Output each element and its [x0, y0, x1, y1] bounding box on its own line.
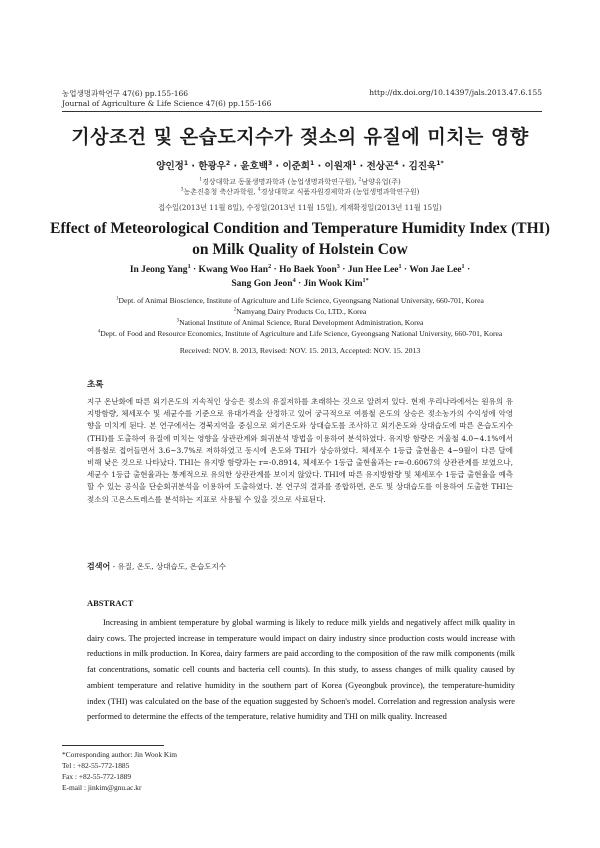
affiliation-en-3: $^3$National Institute of Animal Science, Rural Development Administration, Korea [176, 318, 424, 327]
authors-en-line1: In Jeong Yang$^1$ · Kwang Woo Han$^2$ · Ho Baek Yoon$^3$ · Jun Hee Lee$^1$ · Won Jae Lee$^1$ · [129, 263, 471, 275]
footnote-fax: Fax : +82-55-772-1889 [62, 772, 132, 781]
journal-citation-en: Journal of Agriculture & Life Science 47(6) pp.155-166 [62, 99, 272, 108]
dates-ko: 접수일(2013년 11월 8일), 수정일(2013년 11월 15일), 게재확정일(2013년 11월 15일) [158, 203, 442, 212]
affiliations-ko-line1: $^1$경상대학교 동물생명과학과 (농업생명과학연구원), $^2$남양유업(주) [199, 177, 401, 186]
abstract-en-heading: ABSTRACT [87, 598, 134, 608]
footnote-corresponding: *Corresponding author: Jin Wook Kim [62, 750, 178, 759]
paper-title-en [40, 218, 560, 260]
footnote-rule [62, 745, 164, 746]
keywords-label: 검색어 [87, 562, 111, 571]
authors-en [40, 263, 560, 291]
running-header [62, 88, 542, 99]
authors-en-line2: Sang Gon Jeon$^4$ · Jin Wook Kim$^{1*}$ [231, 277, 369, 289]
authors-ko: 양인정$^1$ · 한광우$^2$ · 윤호백$^3$ · 이준희$^1$ · 이원재$^1$ · 전상곤$^4$ · 김진욱$^{1*}$ [156, 159, 444, 172]
journal-citation-ko: 농업생명과학연구 47(6) pp.155-166 [62, 89, 189, 98]
affiliation-en-4: $^4$Dept. of Food and Resource Economics, Institute of Agriculture and Life Science, Gyeongsang National University, 660-701, Korea [97, 329, 503, 338]
dates-en: Received: NOV. 8. 2013, Revised: NOV. 15. 2013, Accepted: NOV. 15. 2013 [179, 346, 421, 355]
affiliations-ko-line2: $^3$농촌진흥청 축산과학원, $^4$경상대학교 식품자원경제학과 (농업생명과학연구원) [180, 187, 420, 196]
header-rule [62, 111, 542, 112]
paper-title-ko: 기상조건 및 온습도지수가 젖소의 유질에 미치는 영향 [71, 126, 529, 148]
paper-title-en-line2: on Milk Quality of Holstein Cow [192, 241, 408, 258]
abstract-ko-heading: 초록 [87, 380, 104, 390]
abstract-en-body: Increasing in ambient temperature by global warming is likely to reduce milk yields and negatively affect milk quality in dairy cows. The projected increase in temperature would impact on dairy industry since production costs would increase with reductions in milk production. In Korea, dairy farmers are paid according to the composition of the raw milk components (milk fat concentrations, somatic cell counts and bacteria cell counts). In this study, to assess changes of milk quality caused by ambient temperature and relative humidity in the southern part of Korea (Gyeongbuk province), the temperature-humidity index (THI) was calculated on the base of the equation suggested by Schoen's model. Correlation and regression analysis were performed to determine the effects of the temperature, relative humidity and THI on milk quality. Increased [87, 618, 515, 722]
paper-title-en-line1: Effect of Meteorological Condition and Temperature Humidity Index (THI) [50, 220, 550, 237]
affiliation-en-1: $^1$Dept. of Animal Bioscience, Institute of Agriculture and Life Science, Gyeongsang National University, 660-701, Korea [116, 296, 484, 305]
keywords-ko [87, 561, 226, 572]
footnote-tel: Tel : +82-55-772-1885 [62, 761, 130, 770]
affiliation-en-2: $^2$Namyang Dairy Products Co, LTD., Korea [233, 307, 367, 316]
abstract-ko-body: 지구 온난화에 따른 외기온도의 지속적인 상승은 젖소의 유질저하를 초래하는 것으로 알려져 있다. 현재 우리나라에서는 원유의 유지방함량, 체세포수 및 세균수를 기준으로 유대가격을 산정하고 있어 궁극적으로 여름철 온도의 상승은 젖소농가의 수익성에 악영향을 미치게 된다. 본 연구에서는 경북지역을 중심으로 외기온도와 상대습도를 조사하고 외기온도와 상대습도에 따른 온습도지수 (THI)를 도출하여 유질에 미치는 영향을 상관관계와 회귀분석 방법을 이용하여 분석하였다. 유지방 함량은 겨울철 4.0~4.1%에서 여름철로 접어들면서 3.6~3.7%로 저하하였고 동시에 온도와 THI가 상승하였다. 체세포수 1등급 출현율은 4~9월이 다른 달에 비해 낮은 것으로 나타났다. THI는 유지방 함량과는 r=-0.8914, 체세포수 1등급 출현율과는 r=-0.6067의 상관관계를 보였으나, 세균수 1등급 출현율과는 통계적으로 유의한 상관관계를 보이지 않았다. THI에 따른 유지방함량 및 체세포수 1등급 출현율을 예측할 수 있는 공식을 단순회귀분석을 이용하여 도출하였다. 본 연구의 결과를 종합하면, 온도 및 상대습도를 이용하여 도출한 THI는 젖소의 고온스트레스를 분석하는 지표로 사용될 수 있을 것으로 사료된다. [87, 397, 513, 504]
keywords-text: - 유질, 온도, 상대습도, 온습도지수 [110, 562, 226, 571]
doi-link[interactable]: http://dx.doi.org/10.14397/jals.2013.47.6.155 [369, 88, 542, 97]
footnote-email[interactable]: E-mail : jinkim@gnu.ac.kr [62, 783, 142, 792]
